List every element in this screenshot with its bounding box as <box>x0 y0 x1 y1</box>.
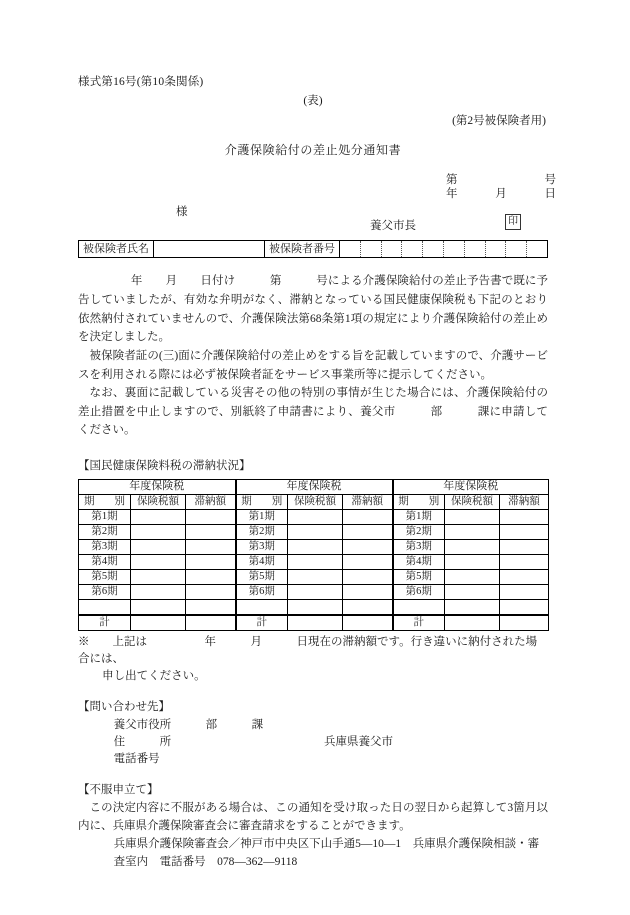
group-header: 年度保険税 <box>79 479 236 494</box>
arrears-amount-cell[interactable] <box>186 509 236 524</box>
table-row <box>79 554 549 569</box>
period-label: 第3期 <box>79 539 131 554</box>
tax-amount-cell[interactable] <box>445 599 500 615</box>
period-label: 第2期 <box>393 524 445 539</box>
tax-amount-cell[interactable] <box>445 554 500 569</box>
contact-title: 【問い合わせ先】 <box>78 701 170 714</box>
tax-amount-cell[interactable] <box>131 584 186 599</box>
appeal-text: この決定内容に不服がある場合は、この通知を受け取った日の翌日から起算して3箇月以内に、兵庫県介護保険審査会に審査請求をすることができます。 <box>78 802 548 833</box>
column-header-arrears: 滞納額 <box>343 494 393 509</box>
column-header-tax: 保険税額 <box>288 494 343 509</box>
period-label: 第1期 <box>236 509 288 524</box>
period-label: 第6期 <box>79 584 131 599</box>
document-date-line <box>446 186 556 203</box>
total-arrears-cell[interactable] <box>343 615 393 631</box>
appeal-organization-line-2: 査室内 電話番号 078—362—9118 <box>113 856 298 869</box>
issuer-name: 養父市長 <box>370 220 416 233</box>
tax-amount-cell[interactable] <box>288 584 343 599</box>
tax-amount-cell[interactable] <box>131 524 186 539</box>
table-row <box>79 569 549 584</box>
tax-arrears-table <box>78 479 549 631</box>
tax-amount-cell[interactable] <box>131 539 186 554</box>
insured-person-row <box>78 240 548 258</box>
period-label: 第4期 <box>236 554 288 569</box>
side-label: (表) <box>303 94 323 107</box>
total-tax-cell[interactable] <box>288 615 343 631</box>
arrears-amount-cell[interactable] <box>343 569 393 584</box>
arrears-amount-cell[interactable] <box>343 554 393 569</box>
form-sheet <box>78 74 556 872</box>
insured-name-field[interactable] <box>154 241 265 257</box>
total-label: 計 <box>393 615 445 631</box>
insured-name-label: 被保険者氏名 <box>79 241 154 257</box>
insured-number-digit[interactable] <box>527 241 547 257</box>
table-group-header-row <box>79 479 549 494</box>
period-label: 第1期 <box>393 509 445 524</box>
arrears-amount-cell[interactable] <box>186 539 236 554</box>
appeal-title: 【不服申立て】 <box>78 784 159 797</box>
insured-number-digit[interactable] <box>402 241 423 257</box>
arrears-amount-cell[interactable] <box>500 569 549 584</box>
total-tax-cell[interactable] <box>445 615 500 631</box>
insured-number-cells <box>340 241 547 257</box>
insured-number-label: 被保険者番号 <box>265 241 340 257</box>
tax-amount-cell[interactable] <box>445 539 500 554</box>
arrears-amount-cell[interactable] <box>500 509 549 524</box>
tax-amount-cell[interactable] <box>288 509 343 524</box>
column-header-period: 期 別 <box>79 494 131 509</box>
contact-address-row <box>78 734 548 751</box>
column-header-period: 期 別 <box>393 494 445 509</box>
column-header-arrears: 滞納額 <box>186 494 236 509</box>
insured-number-digit[interactable] <box>486 241 507 257</box>
arrears-amount-cell[interactable] <box>186 569 236 584</box>
arrears-amount-cell[interactable] <box>500 539 549 554</box>
period-label: 第5期 <box>236 569 288 584</box>
month-label: 月 <box>495 188 507 201</box>
period-label: 第4期 <box>393 554 445 569</box>
appeal-organization-line-1: 兵庫県介護保険審査会／神戸市中央区下山手通5—10—1 兵庫県介護保険相談・審 <box>113 838 540 851</box>
group-header: 年度保険税 <box>393 479 549 494</box>
table-row <box>79 584 549 599</box>
tax-amount-cell[interactable] <box>288 569 343 584</box>
arrears-amount-cell[interactable] <box>343 509 393 524</box>
table-note-line-1: ※ 上記は 年 月 日現在の滞納額です。行き違いに納付された場合には、 <box>78 635 538 665</box>
insured-number-digit[interactable] <box>423 241 444 257</box>
year-label: 年 <box>446 188 458 201</box>
period-label: 第6期 <box>393 584 445 599</box>
insured-number-digit[interactable] <box>506 241 527 257</box>
tax-amount-cell[interactable] <box>445 524 500 539</box>
arrears-amount-cell[interactable] <box>186 599 236 615</box>
table-note <box>78 634 548 686</box>
period-label: 第4期 <box>79 554 131 569</box>
table-note-line-2: 申し出てください。 <box>102 670 206 683</box>
insured-number-digit[interactable] <box>444 241 465 257</box>
insured-number-digit[interactable] <box>465 241 486 257</box>
arrears-amount-cell[interactable] <box>186 524 236 539</box>
column-header-period: 期 別 <box>236 494 288 509</box>
insured-number-digit[interactable] <box>361 241 382 257</box>
column-header-tax: 保険税額 <box>131 494 186 509</box>
table-total-row <box>79 615 549 631</box>
arrears-amount-cell[interactable] <box>186 584 236 599</box>
number-suffix: 号 <box>544 174 556 187</box>
arrears-amount-cell[interactable] <box>343 524 393 539</box>
total-arrears-cell[interactable] <box>500 615 549 631</box>
tax-amount-cell[interactable] <box>445 584 500 599</box>
period-label: 第2期 <box>236 524 288 539</box>
period-label: 第2期 <box>79 524 131 539</box>
group-header: 年度保険税 <box>236 479 393 494</box>
form-number: 様式第16号(第10条関係) <box>78 76 204 88</box>
table-row <box>79 509 549 524</box>
appeal-block <box>78 782 548 872</box>
body-paragraph-3: なお、裏面に記載している災害その他の特別の事情が生じた場合には、介護保険給付の差止措置を中止しますので、別紙終了申請書により、養父市 部 課に申請してください。 <box>78 387 548 437</box>
document-meta <box>78 172 556 233</box>
period-label <box>393 599 445 615</box>
column-header-tax: 保険税額 <box>445 494 500 509</box>
tax-amount-cell[interactable] <box>131 509 186 524</box>
arrears-amount-cell[interactable] <box>500 584 549 599</box>
period-label: 第6期 <box>236 584 288 599</box>
body-text <box>78 272 548 440</box>
tax-amount-cell[interactable] <box>445 509 500 524</box>
period-label: 第3期 <box>393 539 445 554</box>
contact-office: 養父市役所 部 課 <box>113 718 264 731</box>
total-arrears-cell[interactable] <box>186 615 236 631</box>
tax-amount-cell[interactable] <box>131 599 186 615</box>
period-label: 第1期 <box>79 509 131 524</box>
insured-number-digit[interactable] <box>340 241 361 257</box>
addressee-suffix: 様 <box>176 206 188 219</box>
table-column-header-row <box>79 494 549 509</box>
tax-amount-cell[interactable] <box>288 554 343 569</box>
arrears-amount-cell[interactable] <box>500 554 549 569</box>
contact-tel-row <box>78 751 548 768</box>
period-label <box>79 599 131 615</box>
tax-section-title: 【国民健康保険料税の滞納状況】 <box>78 460 251 473</box>
seal-stamp-icon: 印 <box>505 214 521 230</box>
arrears-amount-cell[interactable] <box>500 599 549 615</box>
arrears-amount-cell[interactable] <box>343 539 393 554</box>
total-label: 計 <box>79 615 131 631</box>
tax-amount-cell[interactable] <box>445 569 500 584</box>
insured-kind-label: (第2号被保険者用) <box>452 115 546 128</box>
number-prefix: 第 <box>446 174 458 187</box>
page-title: 介護保険給付の差止処分通知書 <box>224 143 402 158</box>
column-header-arrears: 滞納額 <box>500 494 549 509</box>
table-row <box>79 524 549 539</box>
period-label: 第5期 <box>79 569 131 584</box>
day-label: 日 <box>544 188 556 201</box>
body-paragraph-2: 被保険者証の(三)面に介護保険給付の差止めをする旨を記載していますので、介護サービスを利用される際には必ず被保険者証をサービス事業所等に提示してください。 <box>78 349 548 381</box>
tax-amount-cell[interactable] <box>131 569 186 584</box>
contact-address-label: 住 所 <box>113 735 172 748</box>
period-label <box>236 599 288 615</box>
arrears-amount-cell[interactable] <box>186 554 236 569</box>
body-paragraph-1: 年 月 日付け 第 号による介護保険給付の差止予告書で既に予告していましたが、有効な弁明がなく、滞納となっている国民健康保険税も下記のとおり依然納付されていませんので、介護保険法第68条第1項の規定により介護保険給付の差止めを決定しました。 <box>78 275 548 344</box>
table-row-blank <box>79 599 549 615</box>
insured-number-digit[interactable] <box>382 241 403 257</box>
tax-amount-cell[interactable] <box>131 554 186 569</box>
total-label: 計 <box>236 615 288 631</box>
tax-amount-cell[interactable] <box>288 539 343 554</box>
arrears-amount-cell[interactable] <box>343 599 393 615</box>
tax-amount-cell[interactable] <box>288 599 343 615</box>
tax-amount-cell[interactable] <box>288 524 343 539</box>
total-tax-cell[interactable] <box>131 615 186 631</box>
arrears-amount-cell[interactable] <box>343 584 393 599</box>
period-label: 第5期 <box>393 569 445 584</box>
table-row <box>79 539 549 554</box>
arrears-amount-cell[interactable] <box>500 524 549 539</box>
contact-block <box>78 699 548 768</box>
contact-tel-label: 電話番号 <box>113 753 160 766</box>
contact-address-value: 兵庫県養父市 <box>324 735 393 748</box>
period-label: 第3期 <box>236 539 288 554</box>
